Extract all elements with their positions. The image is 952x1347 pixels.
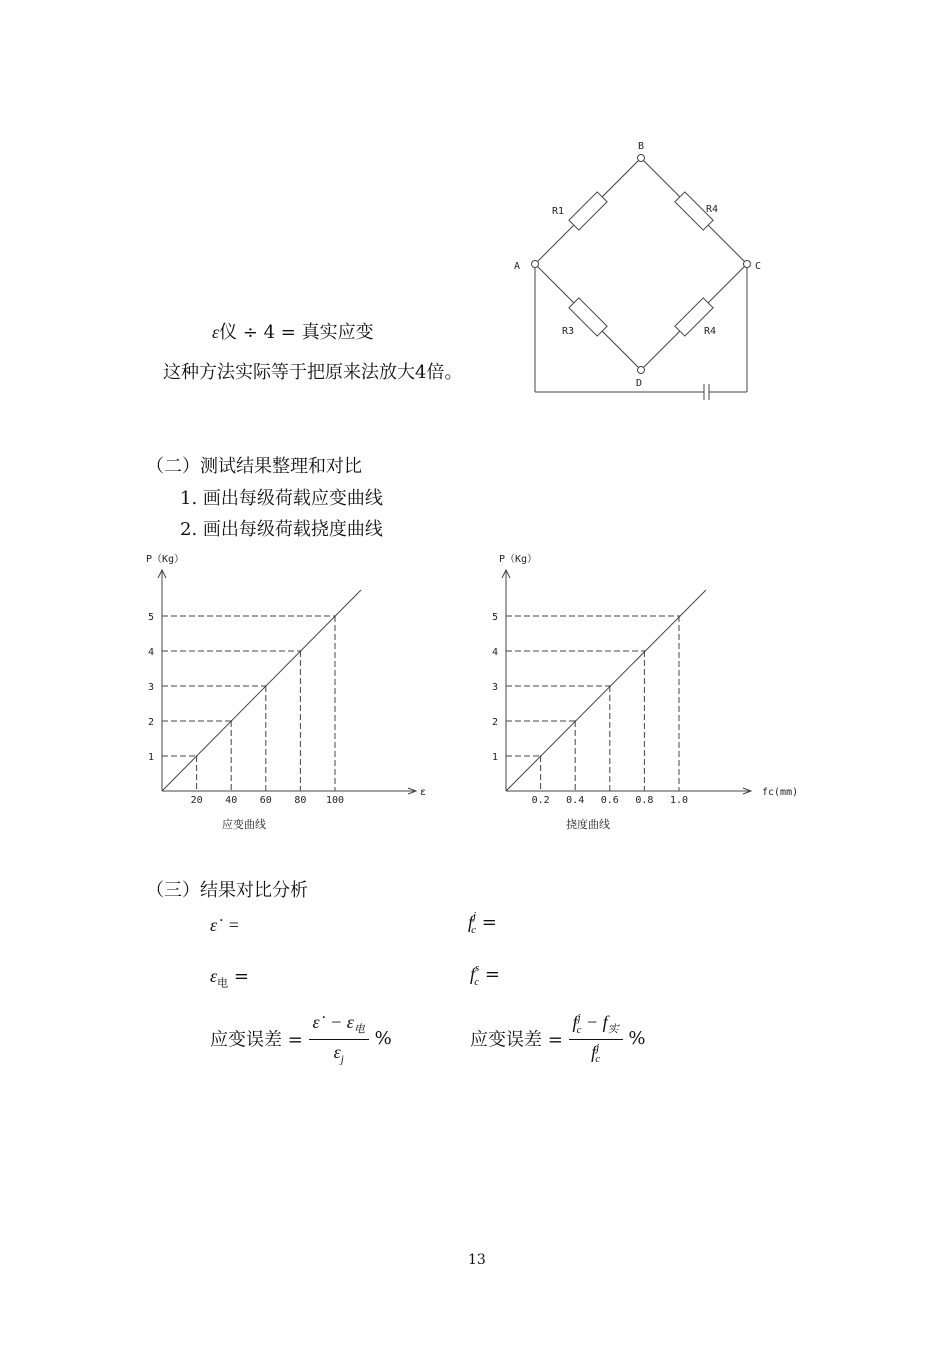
resistor-label-r1: R1: [552, 206, 565, 217]
deflection-chart: [485, 548, 825, 838]
x-tick-2: 0.6: [600, 795, 619, 806]
data-point-2: [265, 685, 267, 687]
fraction-left: $\frac{\varepsilon˙ - \varepsilon_电}{\varepsilon_j}$: [309, 1012, 369, 1065]
data-point-3: [300, 650, 302, 652]
x-tick-1: 40: [225, 795, 238, 806]
formula-true-strain: [212, 318, 374, 344]
eps-dot-expr: ε˙ =: [210, 915, 240, 935]
data-point-3: [644, 650, 646, 652]
y-tick-0: 1: [148, 752, 155, 763]
data-point-4: [334, 615, 336, 617]
y-tick-2: 3: [148, 682, 155, 693]
fcj-expr: $f^j_c$ =: [468, 910, 497, 936]
y-axis-label: P（Kg）: [146, 554, 185, 565]
resistor-r3: [569, 298, 607, 336]
explanation-sentence: 这种方法实际等于把原来法放大4倍。: [163, 362, 463, 383]
x-tick-0: 20: [190, 795, 203, 806]
section2-item1: 1. 画出每级荷载应变曲线: [180, 488, 383, 509]
formula-text: 仪 ÷ 4 = 真实应变: [219, 322, 374, 343]
y-tick-4: 5: [492, 612, 499, 623]
strain-error-formula-right: 应变误差 = $\frac{f^j_c - f_实}{f^j_c}$ %: [470, 1012, 646, 1066]
node-label-b: B: [638, 141, 645, 152]
x-axis-label: ε: [420, 787, 427, 798]
page-number: 13: [468, 1252, 486, 1268]
series-line: [162, 590, 361, 791]
data-point-0: [540, 755, 542, 757]
resistor-r1: [569, 192, 607, 230]
resistor-label-r4-top: R4: [706, 204, 719, 215]
chart-caption: 挠度曲线: [566, 818, 610, 831]
section3-title: （三）结果对比分析: [146, 880, 308, 901]
section2-title: （二）测试结果整理和对比: [146, 456, 362, 477]
y-tick-4: 5: [148, 612, 155, 623]
x-tick-2: 60: [259, 795, 272, 806]
node-label-a: A: [514, 261, 521, 272]
fcs-expr: $f^s_c$ =: [470, 962, 501, 988]
x-tick-4: 1.0: [669, 795, 689, 806]
chart-caption: 应变曲线: [222, 818, 266, 831]
y-tick-1: 2: [148, 717, 155, 728]
y-tick-2: 3: [492, 682, 499, 693]
y-tick-3: 4: [492, 647, 499, 658]
data-point-2: [609, 685, 611, 687]
resistor-label-r4-bottom: R4: [704, 326, 717, 337]
y-tick-0: 1: [492, 752, 499, 763]
y-tick-1: 2: [492, 717, 499, 728]
data-point-1: [574, 720, 576, 722]
data-point-4: [678, 615, 680, 617]
x-tick-4: 100: [325, 795, 345, 806]
x-tick-0: 0.2: [531, 795, 550, 806]
data-point-1: [230, 720, 232, 722]
section2-item2: 2. 画出每级荷载挠度曲线: [180, 519, 383, 540]
x-tick-3: 80: [294, 795, 307, 806]
x-tick-3: 0.8: [635, 795, 654, 806]
x-tick-1: 0.4: [566, 795, 585, 806]
fraction-right: $\frac{f^j_c - f_实}{f^j_c}$: [569, 1012, 623, 1065]
strain-error-formula-left: 应变误差 = $\frac{\varepsilon˙ - \varepsilon_电}{\varepsilon_j}$ %: [210, 1012, 392, 1066]
node-label-c: C: [755, 261, 762, 272]
y-tick-3: 4: [148, 647, 155, 658]
epsilon-symbol: ε: [212, 322, 220, 342]
x-axis-label: fc(mm): [762, 787, 799, 798]
series-line: [506, 590, 706, 791]
node-label-d: D: [636, 378, 643, 389]
bridge-diagram: [500, 138, 770, 400]
resistor-label-r3: R3: [562, 326, 575, 337]
y-axis-label: P（Kg）: [499, 554, 538, 565]
eps-elec-expr: $\varepsilon_电$ =: [210, 966, 249, 990]
strain-chart: [140, 548, 440, 838]
data-point-0: [196, 755, 198, 757]
